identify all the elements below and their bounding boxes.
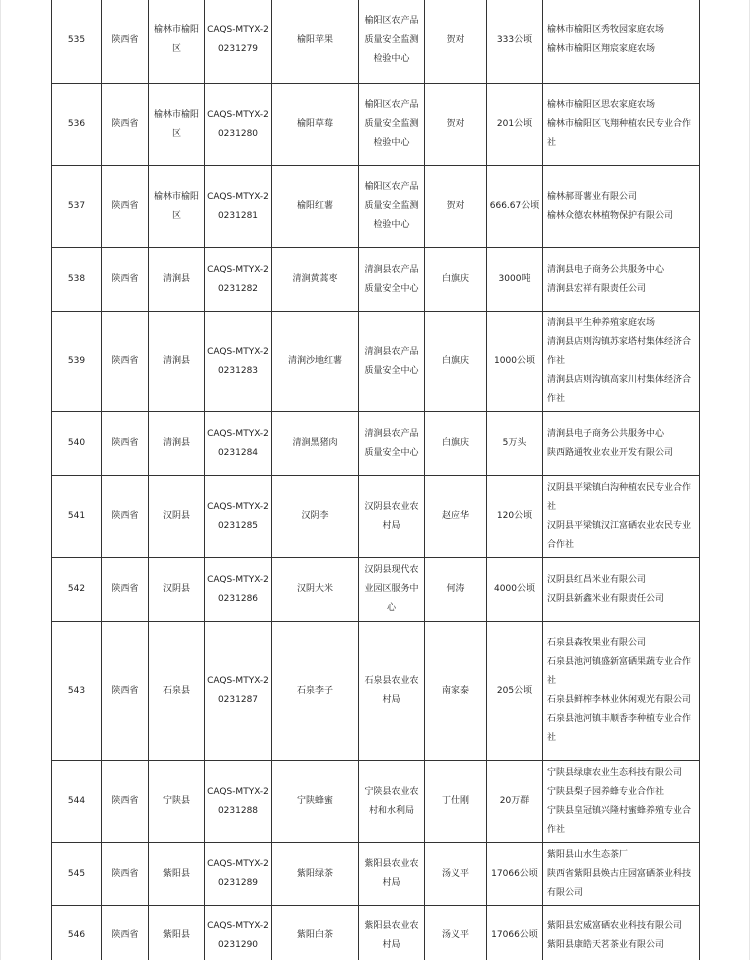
companies-cell — [543, 761, 700, 843]
company-name: 清涧县店则沟镇高家川村集体经济合作社 — [547, 375, 692, 404]
page-left-edge — [0, 0, 1, 960]
product-name-cell: 紫阳绿茶 — [272, 843, 359, 906]
row-number: 544 — [52, 761, 102, 843]
contact-cell: 白旗庆 — [425, 312, 487, 412]
region-cell: 紫阳县 — [149, 843, 205, 906]
product-name-cell: 汉阴李 — [272, 476, 359, 558]
province-cell: 陕西省 — [102, 843, 149, 906]
companies-cell — [543, 843, 700, 906]
product-name-cell: 汉阴大米 — [272, 558, 359, 622]
region-cell: 石泉县 — [149, 622, 205, 761]
region-cell: 汉阴县 — [149, 476, 205, 558]
product-name-cell: 榆阳草莓 — [272, 84, 359, 166]
province-cell: 陕西省 — [102, 84, 149, 166]
region-cell: 宁陕县 — [149, 761, 205, 843]
region-cell: 榆林市榆阳区 — [149, 84, 205, 166]
cert-code-cell: CAQS-MTYX-20231286 — [205, 558, 272, 622]
row-number: 546 — [52, 906, 102, 960]
agency-cell: 清涧县农产品质量安全中心 — [359, 248, 425, 312]
agency-cell: 汉阴县农业农村局 — [359, 476, 425, 558]
cert-code-cell: CAQS-MTYX-20231287 — [205, 622, 272, 761]
contact-cell: 汤义平 — [425, 843, 487, 906]
cert-code-cell: CAQS-MTYX-20231280 — [205, 84, 272, 166]
companies-cell — [543, 558, 700, 622]
certification-table — [51, 0, 700, 960]
cert-code-cell: CAQS-MTYX-20231284 — [205, 412, 272, 476]
region-cell: 清涧县 — [149, 412, 205, 476]
row-number: 543 — [52, 622, 102, 761]
agency-cell: 石泉县农业农村局 — [359, 622, 425, 761]
row-number: 537 — [52, 166, 102, 248]
table-row — [52, 84, 700, 166]
company-name: 清涧县电子商务公共服务中心 — [547, 264, 665, 275]
companies-cell — [543, 622, 700, 761]
region-cell: 清涧县 — [149, 312, 205, 412]
province-cell: 陕西省 — [102, 248, 149, 312]
companies-cell — [543, 84, 700, 166]
agency-cell: 清涧县农产品质量安全中心 — [359, 312, 425, 412]
company-name: 石泉县森牧果业有限公司 — [547, 638, 647, 648]
agency-cell: 榆阳区农产品质量安全监测检验中心 — [359, 0, 425, 84]
agency-cell: 榆阳区农产品质量安全监测检验中心 — [359, 166, 425, 248]
company-name: 清涧县平生种养殖家庭农场 — [547, 318, 656, 328]
province-cell: 陕西省 — [102, 166, 149, 248]
cert-code-cell: CAQS-MTYX-20231282 — [205, 248, 272, 312]
product-name-cell: 紫阳白茶 — [272, 906, 359, 960]
agency-cell: 紫阳县农业农村局 — [359, 843, 425, 906]
province-cell: 陕西省 — [102, 622, 149, 761]
agency-cell: 汉阴县现代农业园区服务中心 — [359, 558, 425, 622]
company-name: 榆林市榆阳区翔宸家庭农场 — [547, 44, 656, 54]
table-row — [52, 906, 700, 960]
table-row — [52, 412, 700, 476]
company-name: 紫阳县山水生态茶厂 — [547, 849, 629, 860]
cert-code-cell: CAQS-MTYX-20231279 — [205, 0, 272, 84]
row-number: 538 — [52, 248, 102, 312]
companies-cell — [543, 476, 700, 558]
company-name: 石泉县池河镇丰顺香李种植专业合作社 — [547, 714, 692, 743]
agency-cell: 清涧县农产品质量安全中心 — [359, 412, 425, 476]
scale-cell: 17066公顷 — [487, 843, 543, 906]
row-number: 535 — [52, 0, 102, 84]
region-cell: 清涧县 — [149, 248, 205, 312]
table-row — [52, 476, 700, 558]
region-cell: 榆林市榆阳区 — [149, 166, 205, 248]
contact-cell: 贺对 — [425, 166, 487, 248]
province-cell: 陕西省 — [102, 476, 149, 558]
scale-cell: 20万群 — [487, 761, 543, 843]
contact-cell: 贺对 — [425, 84, 487, 166]
company-name: 榆林市榆阳区秀牧园家庭农场 — [547, 25, 665, 35]
company-name: 宁陕县皇冠镇兴隆村蜜蜂养殖专业合作社 — [547, 805, 692, 835]
agency-cell: 宁陕县农业农村和水利局 — [359, 761, 425, 843]
product-name-cell: 清涧沙地红薯 — [272, 312, 359, 412]
row-number: 536 — [52, 84, 102, 166]
table-row — [52, 0, 700, 84]
companies-cell — [543, 0, 700, 84]
contact-cell: 丁仕刚 — [425, 761, 487, 843]
region-cell: 汉阴县 — [149, 558, 205, 622]
cert-code-cell: CAQS-MTYX-20231281 — [205, 166, 272, 248]
region-cell: 紫阳县 — [149, 906, 205, 960]
companies-cell — [543, 906, 700, 960]
company-name: 榆林市榆阳区飞翔种植农民专业合作社 — [547, 119, 692, 148]
cert-code-cell: CAQS-MTYX-20231288 — [205, 761, 272, 843]
scale-cell: 666.67公顷 — [487, 166, 543, 248]
contact-cell: 白旗庆 — [425, 412, 487, 476]
scale-cell: 120公顷 — [487, 476, 543, 558]
cert-code-cell: CAQS-MTYX-20231285 — [205, 476, 272, 558]
product-name-cell: 榆阳苹果 — [272, 0, 359, 84]
scale-cell: 205公顷 — [487, 622, 543, 761]
scale-cell: 333公顷 — [487, 0, 543, 84]
companies-cell — [543, 312, 700, 412]
companies-cell — [543, 166, 700, 248]
companies-cell — [543, 248, 700, 312]
product-name-cell: 清涧黑猪肉 — [272, 412, 359, 476]
company-name: 石泉县池河镇盛新富硒果蔬专业合作社 — [547, 657, 692, 686]
company-name: 石泉县鲜榨李林业休闲观光有限公司 — [547, 695, 692, 705]
contact-cell: 汤义平 — [425, 906, 487, 960]
table-row — [52, 622, 700, 761]
contact-cell: 南家泰 — [425, 622, 487, 761]
company-name: 清涧县电子商务公共服务中心 — [547, 428, 665, 439]
row-number: 545 — [52, 843, 102, 906]
company-name: 紫阳县宏威富硒农业科技有限公司 — [547, 920, 683, 931]
region-cell: 榆林市榆阳区 — [149, 0, 205, 84]
company-name: 宁陕县梨子园养蜂专业合作社 — [547, 786, 665, 797]
table-body — [52, 0, 700, 960]
row-number: 540 — [52, 412, 102, 476]
scale-cell: 201公顷 — [487, 84, 543, 166]
company-name: 榆林市榆阳区思农家庭农场 — [547, 100, 656, 110]
table-row — [52, 166, 700, 248]
contact-cell: 赵应华 — [425, 476, 487, 558]
province-cell: 陕西省 — [102, 906, 149, 960]
cert-code-cell: CAQS-MTYX-20231289 — [205, 843, 272, 906]
province-cell: 陕西省 — [102, 558, 149, 622]
row-number: 541 — [52, 476, 102, 558]
cert-code-cell: CAQS-MTYX-20231290 — [205, 906, 272, 960]
company-name: 清涧县店则沟镇苏家塔村集体经济合作社 — [547, 337, 692, 366]
company-name: 榆林郝哥薯业有限公司 — [547, 191, 638, 202]
product-name-cell: 宁陕蜂蜜 — [272, 761, 359, 843]
contact-cell: 贺对 — [425, 0, 487, 84]
agency-cell: 榆阳区农产品质量安全监测检验中心 — [359, 84, 425, 166]
contact-cell: 何涛 — [425, 558, 487, 622]
agency-cell: 紫阳县农业农村局 — [359, 906, 425, 960]
company-name: 陕西省紫阳县焕古庄园富硒茶业科技有限公司 — [547, 868, 692, 898]
scale-cell: 4000公顷 — [487, 558, 543, 622]
contact-cell: 白旗庆 — [425, 248, 487, 312]
product-name-cell: 石泉李子 — [272, 622, 359, 761]
company-name: 紫阳县康皓天茗茶业有限公司 — [547, 939, 665, 950]
company-name: 清涧县宏祥有限责任公司 — [547, 283, 647, 294]
company-name: 汉阴县新鑫米业有限责任公司 — [547, 593, 665, 604]
company-name: 榆林众德农林植物保护有限公司 — [547, 210, 674, 221]
row-number: 542 — [52, 558, 102, 622]
cert-code-cell: CAQS-MTYX-20231283 — [205, 312, 272, 412]
product-name-cell: 清涧黄蒿枣 — [272, 248, 359, 312]
table-row — [52, 558, 700, 622]
province-cell: 陕西省 — [102, 312, 149, 412]
company-name: 汉阴县红昌米业有限公司 — [547, 574, 647, 585]
province-cell: 陕西省 — [102, 761, 149, 843]
scale-cell: 1000公顷 — [487, 312, 543, 412]
table-row — [52, 843, 700, 906]
scale-cell: 3000吨 — [487, 248, 543, 312]
scale-cell: 17066公顷 — [487, 906, 543, 960]
company-name: 陕西路通牧业农业开发有限公司 — [547, 447, 674, 458]
table-row — [52, 248, 700, 312]
companies-cell — [543, 412, 700, 476]
company-name: 汉阴县平梁镇汉江富硒农业农民专业合作社 — [547, 520, 692, 550]
scale-cell: 5万头 — [487, 412, 543, 476]
province-cell: 陕西省 — [102, 412, 149, 476]
table-row — [52, 761, 700, 843]
product-name-cell: 榆阳红薯 — [272, 166, 359, 248]
province-cell: 陕西省 — [102, 0, 149, 84]
table-row — [52, 312, 700, 412]
company-name: 汉阴县平梁镇白沟种植农民专业合作社 — [547, 482, 692, 512]
row-number: 539 — [52, 312, 102, 412]
company-name: 宁陕县绿康农业生态科技有限公司 — [547, 767, 683, 778]
